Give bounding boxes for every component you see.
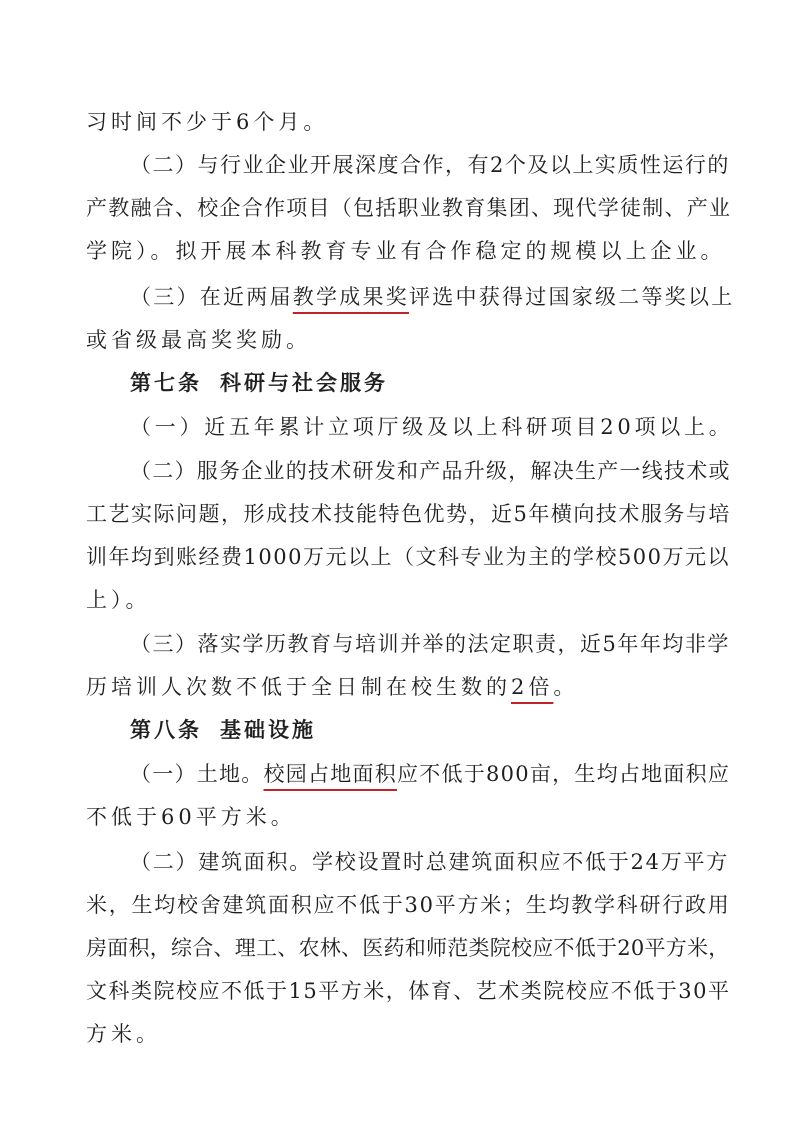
text: 方米。 bbox=[86, 1022, 161, 1046]
text: （二）建筑面积。学校设置时总建筑面积应不低于24万平方 bbox=[130, 850, 729, 874]
text: 评选中获得过国家级二等奖以上 bbox=[409, 285, 735, 309]
text: （一）土地。 bbox=[130, 762, 264, 786]
paragraph-line bbox=[86, 236, 726, 266]
text: 训年均到账经费1000万元以上（文科专业为主的学校500万元以 bbox=[86, 545, 731, 569]
paragraph-line bbox=[130, 456, 731, 486]
text: （三）落实学历教育与培训并举的法定职责，近5年年均非学 bbox=[130, 632, 730, 656]
article-title: 科研与社会服务 bbox=[220, 370, 388, 395]
paragraph-line bbox=[130, 282, 735, 312]
paragraph-line bbox=[86, 193, 731, 223]
underlined-phrase: 校园占地面积 bbox=[263, 762, 397, 786]
paragraph-line bbox=[86, 325, 311, 355]
text: 产教融合、校企合作项目（包括职业教育集团、现代学徒制、产业 bbox=[86, 196, 732, 220]
underlined-phrase: 教学成果奖 bbox=[292, 285, 409, 309]
underlined-phrase: 2倍 bbox=[511, 675, 554, 699]
paragraph-line bbox=[130, 150, 730, 180]
article-number: 第八条 bbox=[130, 717, 202, 742]
text: 历培训人次数不低于全日制在校生数的 bbox=[86, 675, 511, 699]
paragraph-line bbox=[130, 759, 730, 789]
paragraph-line bbox=[86, 1019, 161, 1049]
paragraph-line bbox=[86, 802, 296, 832]
text: 。 bbox=[553, 675, 579, 699]
paragraph-line bbox=[130, 847, 729, 877]
paragraph-line bbox=[86, 933, 729, 963]
paragraph-line bbox=[86, 672, 578, 702]
text: （三）在近两届 bbox=[130, 285, 293, 309]
paragraph-line bbox=[86, 976, 730, 1006]
paragraph-line bbox=[130, 629, 730, 659]
text: 上）。 bbox=[86, 588, 151, 612]
text: 学院）。拟开展本科教育专业有合作稳定的规模以上企业。 bbox=[86, 239, 726, 263]
text: 房面积，综合、理工、农林、医药和师范类院校应不低于20平方米， bbox=[86, 936, 730, 960]
paragraph-line bbox=[86, 585, 151, 615]
paragraph-line bbox=[130, 412, 733, 442]
text: （一）近五年累计立项厅级及以上科研项目20项以上。 bbox=[130, 415, 734, 439]
article-heading-8 bbox=[130, 715, 316, 745]
text: 或省级最高奖奖励。 bbox=[86, 328, 311, 352]
text: （二）与行业企业开展深度合作，有2个及以上实质性运行的 bbox=[130, 153, 730, 177]
article-title: 基础设施 bbox=[220, 717, 316, 742]
article-number: 第七条 bbox=[130, 370, 202, 395]
paragraph-line bbox=[86, 107, 328, 137]
text: 文科类院校应不低于15平方米，体育、艺术类院校应不低于30平 bbox=[86, 979, 731, 1003]
text: （二）服务企业的技术研发和产品升级，解决生产一线技术或 bbox=[130, 459, 731, 483]
paragraph-line bbox=[86, 499, 731, 529]
paragraph-line bbox=[86, 542, 730, 572]
text: 习时间不少于6个月。 bbox=[86, 110, 329, 134]
paragraph-line bbox=[86, 890, 730, 920]
text: 应不低于800亩，生均占地面积应 bbox=[397, 762, 731, 786]
article-heading-7 bbox=[130, 368, 388, 398]
text: 米，生均校舍建筑面积应不低于30平方米；生均教学科研行政用 bbox=[86, 893, 731, 917]
text: 不低于60平方米。 bbox=[86, 805, 296, 829]
text: 工艺实际问题，形成技术技能特色优势，近5年横向技术服务与培 bbox=[86, 502, 731, 526]
